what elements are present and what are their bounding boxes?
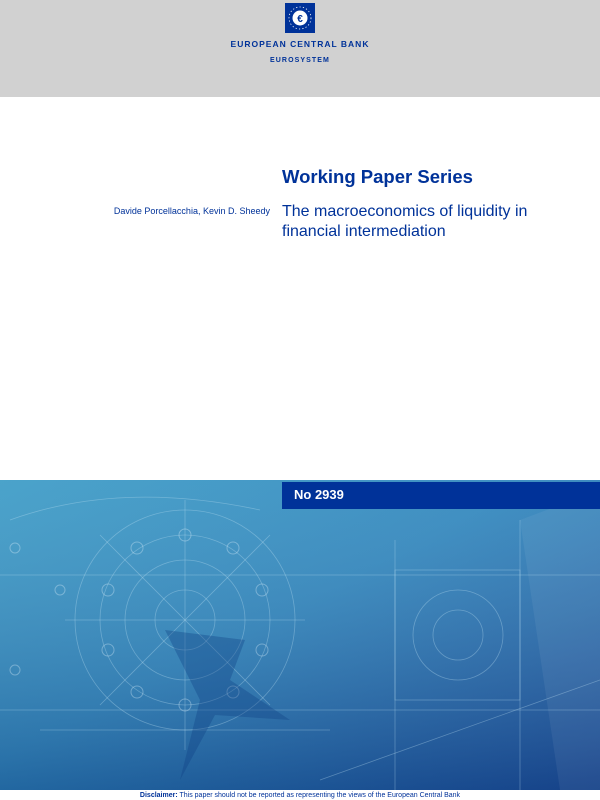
- bank-name: EUROPEAN CENTRAL BANK: [230, 39, 370, 49]
- paper-number: No 2939: [294, 487, 344, 502]
- paper-title: The macroeconomics of liquidity in financial intermediation: [282, 203, 528, 240]
- euro-star-logo-icon: [285, 3, 315, 33]
- number-badge: [282, 482, 600, 509]
- header-band: [0, 0, 600, 97]
- svg-text:€: €: [297, 14, 303, 25]
- disclaimer: [0, 792, 600, 799]
- disclaimer-text: This paper should not be reported as representing the views of the European Central Bank: [179, 792, 461, 799]
- authors: Davide Porcellacchia, Kevin D. Sheedy: [113, 206, 270, 216]
- series-title: Working Paper Series: [282, 166, 473, 187]
- disclaimer-label: Disclaimer:: [139, 792, 178, 799]
- bank-subtitle: EUROSYSTEM: [269, 57, 330, 64]
- cover-artwork: [0, 480, 600, 790]
